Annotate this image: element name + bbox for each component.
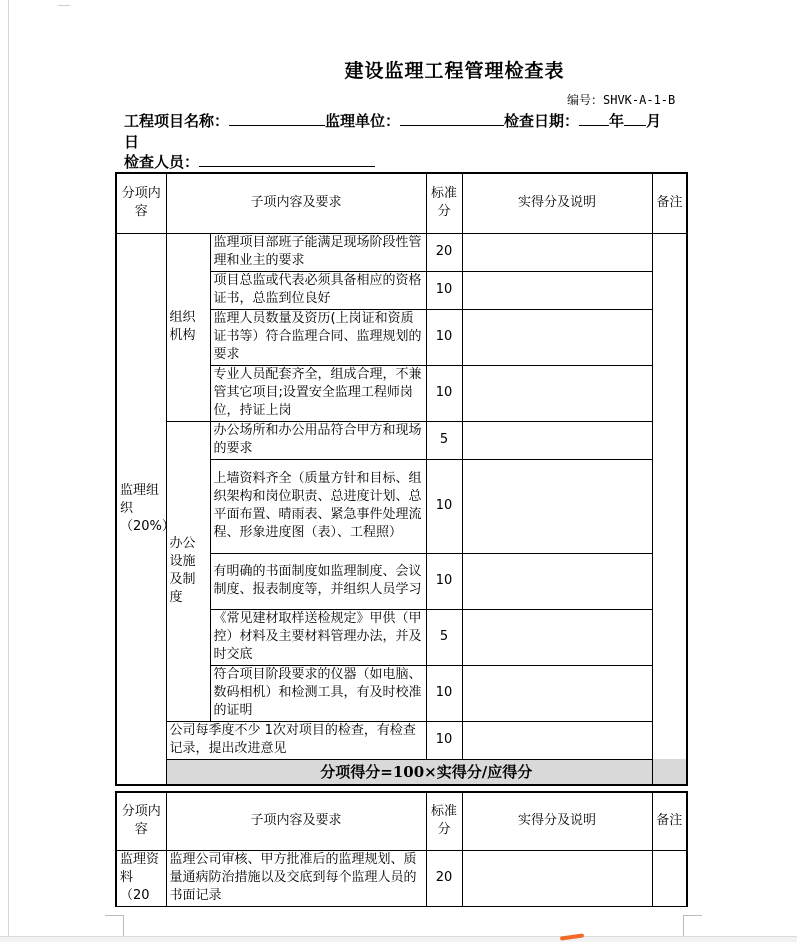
std-score: 20 [426,233,462,271]
header-item: 子项内容及要求 [166,792,426,850]
std-score: 10 [426,721,462,759]
item-text: 办公场所和办公用品符合甲方和现场的要求 [210,421,426,459]
subtotal-formula: 分项得分=100×实得分/应得分 [166,759,687,785]
crop-mark [105,915,123,916]
inspection-table [115,172,688,786]
std-score: 10 [426,309,462,365]
score-cell[interactable] [462,459,652,553]
table-row [116,421,687,459]
score-cell[interactable] [462,553,652,609]
year-label: 年 [609,112,625,130]
item-text: 监理项目部班子能满足现场阶段性管理和业主的要求 [210,233,426,271]
score-cell[interactable] [462,421,652,459]
header-note: 备注 [652,173,687,233]
meta-line-1 [124,110,661,131]
crop-mark [684,915,702,916]
item-text: 专业人员配套齐全，组成合理，不兼管其它项目;设置安全监理工程师岗位，持证上岗 [210,365,426,421]
item-text: 上墙资料齐全（质量方针和目标、组织架构和岗位职责、总进度计划、总平面布置、晴雨表、紧急事件处理流程、形象进度图（表）、工程照） [210,459,426,553]
score-cell[interactable] [462,233,652,271]
project-name-label: 工程项目名称： [124,112,230,130]
page-left-margin-line [8,0,9,941]
header-std: 标准分 [426,173,462,233]
score-cell[interactable] [462,721,652,759]
score-cell[interactable] [462,850,652,906]
std-score: 10 [426,665,462,721]
group-name: 组织机构 [166,233,210,421]
score-cell[interactable] [462,665,652,721]
header-category: 分项内容 [116,173,166,233]
day-label: 日 [124,133,140,151]
table-header-row [116,792,687,850]
section-category: 监理组织（20%） [116,233,166,785]
item-text: 公司每季度不少 1次对项目的检查，有检查记录，提出改进意见 [166,721,426,759]
item-text: 项目总监或代表必须具备相应的资格证书，总监到位良好 [210,271,426,309]
document-title: 建设监理工程管理检查表 [344,60,565,82]
inspection-table-section2 [115,791,688,907]
year-blank[interactable] [579,111,609,126]
score-cell[interactable] [462,365,652,421]
crop-mark [123,915,124,937]
std-score: 10 [426,459,462,553]
std-score: 10 [426,365,462,421]
table-row [116,721,687,759]
std-score: 5 [426,421,462,459]
table-row [116,233,687,271]
check-date-label: 检查日期： [504,112,580,130]
score-cell[interactable] [462,309,652,365]
inspector-label: 检查人员： [124,153,200,171]
page-corner-mark [58,0,70,6]
supervisor-blank[interactable] [400,111,504,126]
note-cell[interactable] [652,233,687,785]
project-name-blank[interactable] [229,111,325,126]
month-blank[interactable] [624,111,646,126]
table-header-row [116,173,687,233]
header-score: 实得分及说明 [462,792,652,850]
month-label: 月 [646,112,662,130]
group-name: 办公设施及制度 [166,421,210,721]
meta-line-2 [124,151,375,172]
score-cell[interactable] [462,609,652,665]
crop-mark [683,915,684,937]
page-bottom-edge [0,936,797,942]
std-score: 10 [426,553,462,609]
header-note: 备注 [652,792,687,850]
header-std: 标准分 [426,792,462,850]
item-text: 监理公司审核、甲方批准后的监理规划、质量通病防治措施以及交底到每个监理人员的书面记录 [166,850,426,906]
std-score: 5 [426,609,462,665]
header-score: 实得分及说明 [462,173,652,233]
document-code: 编号：SHVK-A-1-B [567,93,676,107]
subtotal-row [116,759,687,785]
section-category: 监理资料（20 [116,850,166,906]
std-score: 10 [426,271,462,309]
supervisor-label: 监理单位： [325,112,401,130]
inspector-blank[interactable] [199,152,375,167]
std-score: 20 [426,850,462,906]
item-text: 《常见建材取样送检规定》甲供（甲控）材料及主要材料管理办法，并及时交底 [210,609,426,665]
item-text: 有明确的书面制度如监理制度、会议制度、报表制度等，并组织人员学习 [210,553,426,609]
header-category: 分项内容 [116,792,166,850]
score-cell[interactable] [462,271,652,309]
item-text: 监理人员数量及资历(上岗证和资质证书等）符合监理合同、监理规划的要求 [210,309,426,365]
table-row [116,850,687,906]
note-cell[interactable] [652,850,687,906]
header-item: 子项内容及要求 [166,173,426,233]
item-text: 符合项目阶段要求的仪器（如电脑、数码相机）和检测工具，有及时校准的证明 [210,665,426,721]
